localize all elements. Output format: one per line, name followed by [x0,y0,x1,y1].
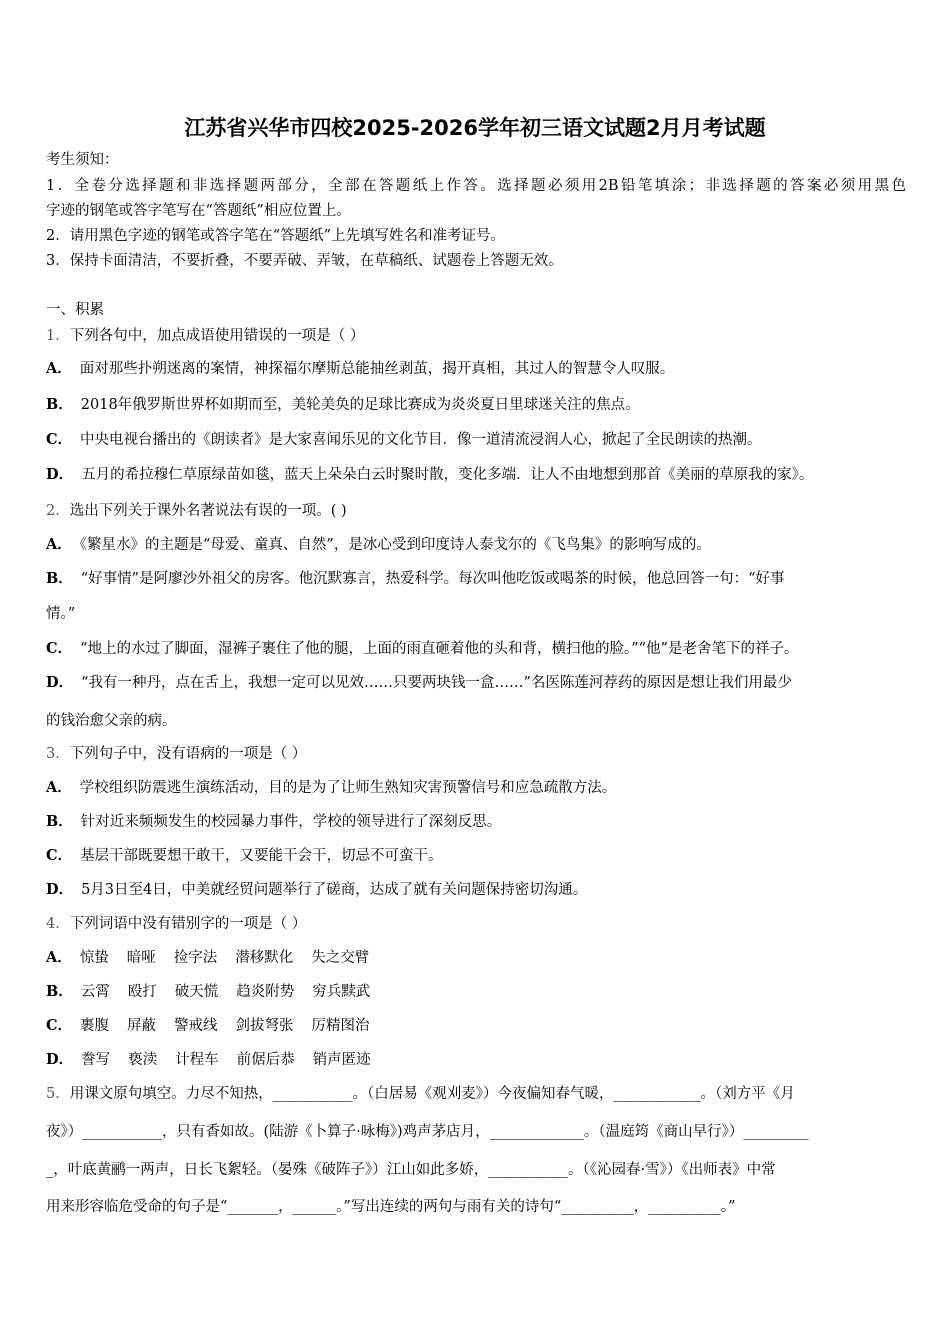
option-label: D． [46,674,74,691]
section-heading: 一、积累 [46,302,104,318]
option-line [46,1050,371,1070]
question-number: 3． [46,746,70,762]
option-line [46,359,674,379]
word: 穷兵黩武 [312,984,371,1000]
option-label: D． [46,881,74,898]
option-label: D． [46,1051,74,1068]
option-line [46,673,792,693]
option-line [46,430,762,450]
option-line [46,880,587,900]
option-text: 中央电视台播出的《朗读者》是大家喜闻乐见的文化节目．像一道清流浸润人心，掀起了全民朗读的热潮。 [80,432,762,448]
word: 销声匿迹 [312,1052,371,1068]
word: 屏蔽 [127,1018,157,1034]
question-number: 5． [46,1086,70,1102]
word: 暗哑 [126,950,156,966]
question-stem [46,1084,795,1104]
option-label: A． [46,360,72,377]
option-line [46,846,443,866]
stem-text: 下列句子中，没有语病的一项是（ ） [69,746,307,762]
fill-blank-text: 用课文原句填空。力尽不知热，___________。（白居易《观刈麦》）今夜偏知春气暖，____________。（刘方平《月 [69,1086,795,1102]
option-label: C． [46,431,73,448]
option-label: C． [46,640,73,657]
option-text: 2018年俄罗斯世界杯如期而至，美轮美奂的足球比赛成为炎炎夏日里球迷关注的焦点。 [80,397,640,413]
option-text: 基层干部既要想干敢干，又要能干会干，切忌不可蛮干。 [80,848,443,864]
question-stem [46,326,364,346]
question-stem [46,744,306,764]
notice-heading: 考生须知： [46,152,119,168]
option-line [46,535,711,555]
option-text: 面对那些扑朔迷离的案情，神探福尔摩斯总能抽丝剥茧，揭开真相，其过人的智慧令人叹服。 [79,361,675,377]
option-text: 学校组织防震逃生演练活动，目的是为了让师生熟知灾害预警信号和应急疏散方法。 [79,780,617,796]
question-number: 2． [46,503,70,519]
notice-line: 字迹的钢笔或答字笔写在“答题纸”相应位置上。 [46,203,351,219]
notice-line: 2．请用黑色字迹的钢笔或答字笔在“答题纸”上先填写姓名和准考证号。 [46,228,506,244]
fill-blank-line: 用来形容临危受命的句子是“_______，______。”写出连续的两句与雨有关的诗句“__________，__________。” [46,1199,736,1215]
word: 殴打 [127,984,157,1000]
word: 警戒线 [174,1018,218,1034]
question-number: 1． [46,328,70,344]
word: 趋炎附势 [236,984,295,1000]
option-text: 《繁星水》的主题是“母爱、童真、自然”，是冰心受到印度诗人泰戈尔的《飞鸟集》的影响写成的。 [79,537,711,553]
option-label: B． [46,983,73,1000]
option-label: B． [46,813,73,830]
option-label: C． [46,1017,73,1034]
word: 破天慌 [174,984,219,1000]
word: 云霄 [80,984,110,1000]
word: 誊写 [81,1052,111,1068]
option-line [46,395,640,415]
stem-text: 选出下列关于课外名著说法有误的一项。( ) [69,503,347,519]
question-stem [46,914,306,934]
option-line [46,569,785,589]
option-label: A． [46,779,72,796]
page-title: 江苏省兴华市四校2025-2026学年初三语文试题2月月考试题 [184,116,766,140]
option-text: 5月3日至4日，中美就经贸问题举行了磋商，达成了就有关问题保持密切沟通。 [81,882,588,898]
option-text: “地上的水过了脚面，湿裤子裹住了他的腿，上面的雨直砸着他的头和背，横扫他的脸。”“他”是老舍笔下的祥子。 [80,641,799,657]
option-line [46,812,501,832]
option-label: D． [46,466,74,483]
option-label: A． [46,536,72,553]
option-label: B． [46,570,73,587]
word: 惊蛰 [79,950,109,966]
option-text: “我有一种丹，点在舌上，我想一定可以见效……只要两块钱一盒……”名医陈莲河荐药的原因是想让我们用最少 [81,675,792,691]
fill-blank-line: 夜》）___________，只有香如故。(陆游《卜算子·咏梅》)鸡声茅店月，_____________。（温庭筠《商山早行》）_________ [46,1124,809,1140]
option-text: 五月的希拉穆仁草原绿苗如毯，蓝天上朵朵白云时聚时散，变化多端．让人不由地想到那首《美丽的草原我的家》。 [81,467,814,483]
option-continuation: 情。” [46,606,76,622]
option-line [46,778,616,798]
option-line [46,982,370,1002]
question-number: 4． [46,916,70,932]
word: 亵渎 [128,1052,158,1068]
option-line [46,465,813,485]
option-line [46,948,369,968]
option-label: B． [46,396,73,413]
word: 潜移默化 [235,950,294,966]
word: 计程车 [175,1052,219,1068]
option-text: “好事情”是阿廖沙外祖父的房客。他沉默寡言，热爱科学。每次叫他吃饭或喝茶的时候，他总回答一句：“好事 [80,571,785,587]
notice-line: 1．全卷分选择题和非选择题两部分，全部在答题纸上作答。选择题必须用2B铅笔填涂；非选择题的答案必须用黑色 [46,178,906,194]
word: 剑拔弩张 [235,1018,294,1034]
stem-text: 下列各句中，加点成语使用错误的一项是（ ） [69,328,365,344]
word: 前倨后恭 [236,1052,295,1068]
word: 厉精图治 [311,1018,370,1034]
option-label: A． [46,949,72,966]
word: 捡字法 [173,950,218,966]
notice-line: 3．保持卡面清洁，不要折叠，不要弄破、弄皱，在草稿纸、试题卷上答题无效。 [46,253,563,269]
stem-text: 下列词语中没有错别字的一项是（ ） [69,916,307,932]
word: 裹腹 [80,1018,110,1034]
word: 失之交臂 [311,950,370,966]
option-text: 针对近来频频发生的校园暴力事件，学校的领导进行了深刻反思。 [80,814,502,830]
option-line [46,1016,370,1036]
option-line [46,639,798,659]
option-label: C． [46,847,73,864]
fill-blank-line: _，叶底黄鹂一两声，日长飞絮轻。（晏殊《破阵子》）江山如此多娇，___________。（《沁园春·雪》）《出师表》中常 [46,1162,776,1178]
option-continuation: 的钱治愈父亲的病。 [46,713,177,729]
question-stem [46,501,347,521]
